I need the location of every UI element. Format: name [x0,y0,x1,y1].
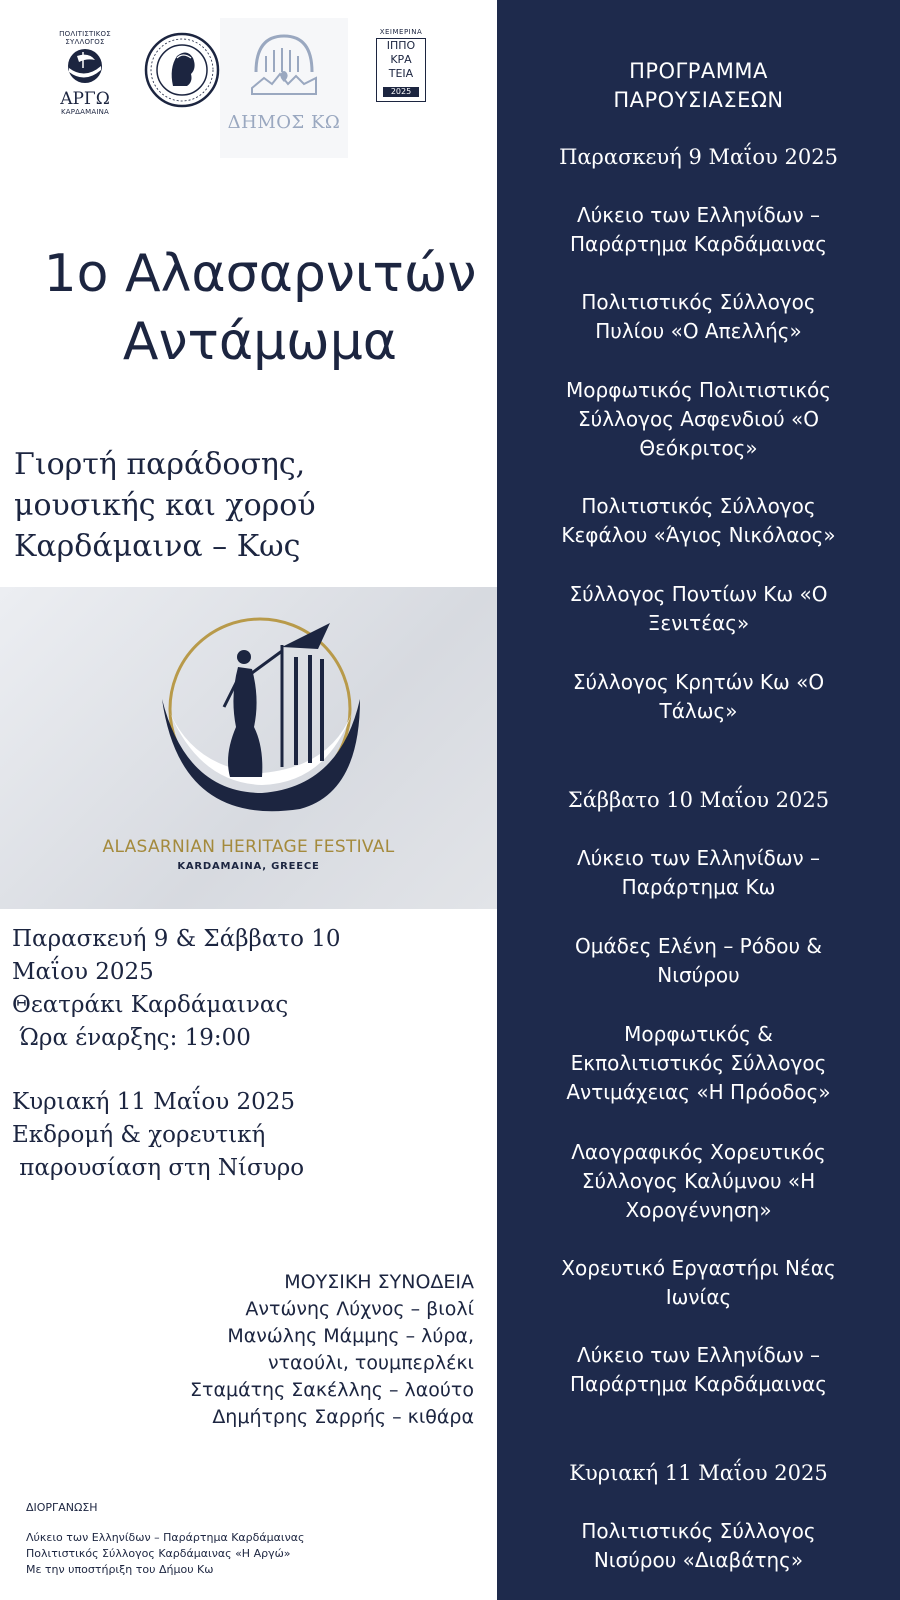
friday-item-3-line-2: Σύλλογος Ασφενδιού «Ο [578,407,819,431]
friday-item-4-line-1: Πολιτιστικός Σύλλογος [581,494,816,518]
ippokrateia-box [376,38,426,102]
friday-item-3-line-3: Θεόκριτος» [639,436,758,460]
saturday-item-1-line-1: Λύκειο των Ελληνίδων – [577,846,820,870]
main-title-line-2: Αντάμωμα [122,312,398,372]
saturday-item-3-line-3: Αντιμάχειας «Η Πρόοδος» [566,1080,831,1104]
festival-location: KARDAMAINA, GREECE [177,861,320,872]
argo-logo [52,30,118,126]
argo-logo-text-1: ΠΟΛΙΤΙΣΤΙΚΟΣ [59,30,111,38]
friday-item-3 [505,376,892,463]
friday-item-3-line-1: Μορφωτικός Πολιτιστικός [566,378,831,402]
friday-item-2 [505,288,892,346]
subtitle-line-3: Καρδάμαινα – Κως [14,529,301,564]
event-venue: Θεατράκι Καρδάμαινας [12,992,289,1018]
program-title-line-1: ΠΡΟΓΡΑΜΜΑ [629,59,768,83]
saturday-item-6-line-1: Λύκειο των Ελληνίδων – [577,1343,820,1367]
friday-heading: Παρασκευή 9 Μαΐου 2025 [559,145,838,169]
saturday-item-5-line-1: Χορευτικό Εργαστήρι Νέας [561,1256,836,1280]
dimos-ko-logo [220,18,348,158]
saturday-item-1 [505,844,892,902]
argo-logo-name: ΑΡΓΩ [60,89,110,109]
subtitle-line-1: Γιορτή παράδοσης, [14,447,306,482]
saturday-item-2-line-1: Ομάδες Ελένη – Ρόδου & [575,934,822,958]
organizer-1: Λύκειο των Ελληνίδων – Παράρτημα Καρδάμαινας [26,1531,305,1544]
lyceum-seal-icon [143,28,221,118]
saturday-item-3-line-1: Μορφωτικός & [624,1022,773,1046]
saturday-item-3-line-2: Εκπολιτιστικός Σύλλογος [570,1051,827,1075]
municipality-icon [244,28,324,112]
friday-item-2-line-2: Πυλίου «Ο Απελλής» [595,319,802,343]
ship-icon [55,46,115,86]
organizer-2: Πολιτιστικός Σύλλογος Καρδάμαινας «Η Αργώ» [26,1547,291,1560]
friday-item-4-line-2: Κεφάλου «Άγιος Νικόλαος» [561,523,836,547]
event-dates-line-2: Μαΐου 2025 [12,959,154,985]
sunday-heading: Κυριακή 11 Μαΐου 2025 [569,1461,828,1485]
friday-item-6-line-2: Τάλως» [659,699,738,723]
sunday-item-1-line-2: Νισύρου «Διαβάτης» [593,1548,804,1572]
argo-logo-place: ΚΑΡΔΑΜΑΙΝΑ [60,108,110,116]
program-column [497,0,900,1600]
festival-name: ALASARNIAN HERITAGE FESTIVAL [102,837,395,857]
saturday-item-2 [505,932,892,990]
ippokrateia-line-2: ΚΡΑ [390,53,412,66]
musician-1: Αντώνης Λύχνος – βιολί [245,1298,474,1320]
friday-item-5-line-2: Ξενιτέας» [647,611,750,635]
event-start-time: Ώρα έναρξης: 19:00 [12,1025,251,1051]
musician-2-cont: νταούλι, τουμπερλέκι [267,1352,474,1374]
friday-item-6 [505,668,892,726]
subtitle [14,444,484,567]
festival-emblem-panel [0,587,497,909]
saturday-item-4-line-3: Χορογέννηση» [625,1198,772,1222]
event-dates-line-1: Παρασκευή 9 & Σάββατο 10 [12,926,341,952]
saturday-item-4 [505,1138,892,1225]
saturday-item-6-line-2: Παράρτημα Καρδάμαινας [570,1372,827,1396]
saturday-item-2-line-2: Νισύρου [657,963,740,987]
sunday-trip-line-2: Εκδρομή & χορευτική [12,1122,266,1148]
friday-item-5-line-1: Σύλλογος Ποντίων Κω «Ο [569,582,828,606]
sunday-trip-line-3: παρουσίαση στη Νίσυρο [12,1155,305,1181]
sunday-trip [12,1086,482,1185]
saturday-item-1-line-2: Παράρτημα Κω [621,875,776,899]
friday-item-5 [505,580,892,638]
sunday-item-1 [505,1517,892,1575]
program-title-line-2: ΠΑΡΟΥΣΙΑΣΕΩΝ [613,88,784,112]
main-title [0,240,520,376]
program-title [497,57,900,115]
organizer-support: Με την υποστήριξη του Δήμου Κω [26,1563,214,1576]
sunday-trip-date: Κυριακή 11 Μαΐου 2025 [12,1089,296,1115]
ippokrateia-line-3: ΤΕΙΑ [388,67,414,80]
musician-2: Μανώλης Μάμμης – λύρα, [227,1325,474,1347]
friday-item-1-line-1: Λύκειο των Ελληνίδων – [577,203,820,227]
ippokrateia-logo [366,28,436,114]
festival-emblem-icon [0,587,497,837]
ippokrateia-line-1: ΙΠΠΟ [386,39,416,52]
saturday-heading: Σάββατο 10 Μαΐου 2025 [567,788,830,812]
ippokrateia-top-text: ΧΕΙΜΕΡΙΝΑ [379,28,423,36]
saturday-item-6 [505,1341,892,1399]
lyceum-seal-logo [143,28,221,118]
friday-item-1-line-2: Παράρτημα Καρδάμαινας [570,232,827,256]
saturday-item-5-line-2: Ιωνίας [665,1285,732,1309]
dimos-ko-label: ΔΗΜΟΣ ΚΩ [227,112,341,133]
friday-item-6-line-1: Σύλλογος Κρητών Κω «Ο [572,670,825,694]
event-dates [12,923,482,1055]
argo-logo-text-2: ΣΥΛΛΟΓΟΣ [65,38,105,46]
organizers-heading: ΔΙΟΡΓΑΝΩΣΗ [26,1501,98,1514]
sunday-item-1-line-1: Πολιτιστικός Σύλλογος [581,1519,816,1543]
saturday-item-4-line-1: Λαογραφικός Χορευτικός [571,1140,826,1164]
musician-3: Σταμάτης Σακέλλης – λαούτο [190,1379,474,1401]
friday-item-1 [505,201,892,259]
main-title-line-1: 1ο Αλασαρνιτών [43,244,477,304]
subtitle-line-2: μουσικής και χορού [14,488,316,523]
music-heading: ΜΟΥΣΙΚΗ ΣΥΝΟΔΕΙΑ [284,1271,474,1293]
music-accompaniment [14,1269,474,1431]
musician-4: Δημήτρης Σαρρής – κιθάρα [212,1406,474,1428]
organizers [26,1500,466,1578]
saturday-item-5 [505,1254,892,1312]
saturday-item-3 [505,1020,892,1107]
ippokrateia-year: 2025 [383,87,419,97]
friday-item-4 [505,492,892,550]
saturday-item-4-line-2: Σύλλογος Καλύμνου «Η [581,1169,816,1193]
friday-item-2-line-1: Πολιτιστικός Σύλλογος [581,290,816,314]
